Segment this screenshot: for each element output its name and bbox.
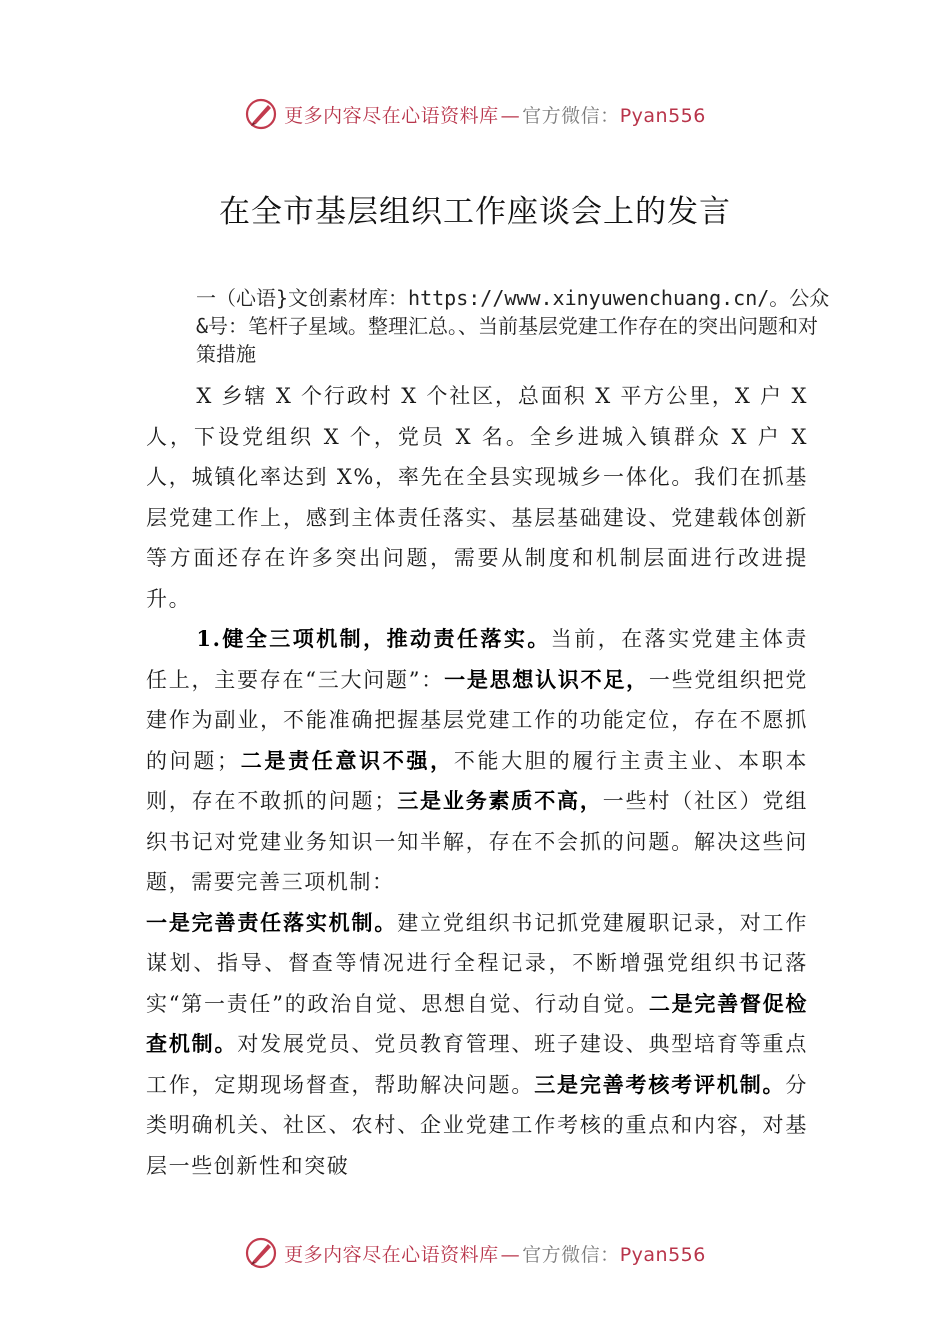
header-banner (0, 94, 950, 134)
para3-bold-1: 一是完善责任落实机制。 (146, 909, 398, 935)
banner-main-text: 更多内容尽在心语资料库 (284, 104, 499, 127)
footer-banner (0, 1233, 950, 1273)
para2-text-1: 当前，在落实党建主体责任上，主要存在“三大问题”： (146, 627, 808, 692)
banner-wechat-id: Pyan556 (619, 1243, 706, 1266)
paragraph-measures (146, 903, 808, 1187)
brush-logo-icon (244, 97, 278, 131)
document-body (146, 376, 808, 1186)
para2-text-3: 不能大胆的履行主责主业、本职本则，存在不敢抓的问题； (146, 748, 809, 813)
para3-text-3: 分类明确机关、社区、农村、企业党建工作考核的重点和内容，对基层一些创新性和突破 (146, 1072, 808, 1178)
banner-text (284, 101, 706, 128)
banner-separator: — (500, 104, 521, 127)
para2-bold-3: 三是业务素质不高， (396, 788, 603, 813)
para2-bold-2: 二是责任意识不强， (239, 747, 454, 773)
intro-section-heading: 一（心语}文创素材库：https://www.xinyuwenchuang.cn/。公众&号：笔杆子星域。整理汇总。、当前基层党建工作存在的突出问题和对策措施 (196, 286, 830, 366)
para3-text-2: 对发展党员、党员教育管理、班子建设、典型培育等重点工作，定期现场督查，帮助解决问题。 (146, 1032, 808, 1097)
paragraph-mechanisms (146, 619, 808, 903)
banner-wechat-label: 官方微信： (522, 1243, 620, 1266)
document-title: 在全市基层组织工作座谈会上的发言 (219, 194, 731, 230)
banner-text (284, 1240, 706, 1267)
paragraph-overview: X 乡辖 X 个行政村 X 个社区，总面积 X 平方公里，X 户 X 人，下设党组织 X 个，党员 X 名。全乡进城入镇群众 X 户 X 人，城镇化率达到 X%，率先在全县实现城乡一体化。我们在抓基层党建工作上，感到主体责任落实、基层基础建设、党建载体创新等方面还存在许多突出问题，需要从制度和机制层面进行改进提升。 (146, 384, 808, 611)
para2-text-4: 一些村（社区）党组织书记对党建业务知识一知半解，存在不会抓的问题。解决这些问题，需要完善三项机制： (146, 789, 808, 894)
banner-wechat-label: 官方微信： (522, 104, 620, 127)
banner-wechat-id: Pyan556 (619, 104, 706, 127)
banner-main-text: 更多内容尽在心语资料库 (284, 1243, 499, 1266)
para2-text-2: 一些党组织把党建作为副业，不能准确把握基层党建工作的功能定位，存在不愿抓的问题； (146, 667, 809, 773)
banner-separator: — (500, 1243, 521, 1266)
section-heading-1: 1.健全三项机制，推动责任落实。 (196, 626, 551, 651)
para3-text-1: 建立党组织书记抓党建履职记录，对工作谋划、指导、督查等情况进行全程记录，不断增强党组织书记落实“第一责任”的政治自觉、思想自觉、行动自觉。 (146, 910, 808, 1016)
para3-bold-2: 二是完善督促检查机制。 (146, 990, 808, 1056)
para2-bold-1: 一是思想认识不足， (444, 666, 649, 692)
para3-bold-3: 三是完善考核考评机制。 (534, 1071, 786, 1097)
brush-logo-icon (244, 1236, 278, 1270)
